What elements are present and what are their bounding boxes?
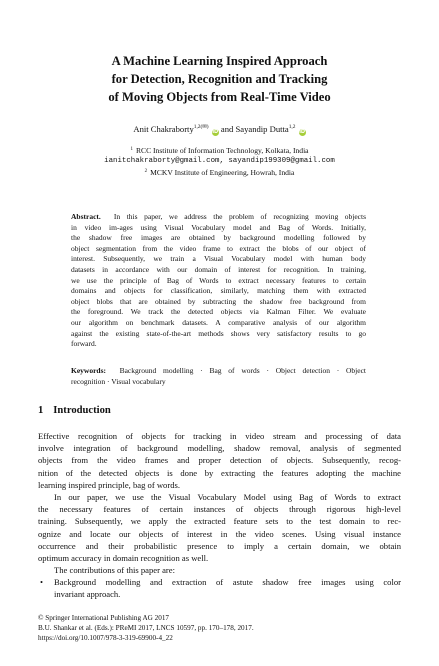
- affiliation-text: RCC Institute of Information Technology, Kolkata, India: [135, 146, 309, 155]
- title-line: for Detection, Recognition and Tracking: [111, 72, 328, 86]
- body-line: In our paper, we use the Visual Vocabulary Model using Bag of Words to extract: [54, 491, 401, 502]
- body-line: ognize and locate our objects of interest in the video scenes. Using visual instance: [38, 528, 401, 539]
- bullet-icon: •: [40, 577, 44, 587]
- copyright-line: © Springer International Publishing AG 2017: [38, 614, 170, 622]
- author-affiliation-marker: 1,2(✉): [193, 124, 209, 130]
- body-line: objects from the video frames and proper detection of objects. Subsequently, recog-: [38, 455, 401, 466]
- body-line: Effective recognition of objects for tracking in video stream and processing of data: [38, 431, 401, 441]
- bullet-line: invariant approach.: [54, 589, 121, 600]
- body-line: training. Subsequently, we apply the extracted feature sets to the test domain to rec-: [38, 516, 401, 527]
- author-emails[interactable]: ianitchakraborty@gmail.com, sayandip199309@gmail.com: [104, 157, 335, 165]
- abstract-line: Abstract. In this paper, we address the problem of recognizing moving objects: [71, 212, 366, 221]
- author-name: Sayandip Dutta: [235, 124, 289, 134]
- orcid-icon[interactable]: iD: [299, 129, 306, 135]
- author-list: [30, 124, 409, 136]
- contribution-bullet: [38, 576, 401, 600]
- abstract-line: in video im-ages using Visual Vocabulary model and Bag of Words. Initially,: [71, 222, 366, 232]
- keywords: [71, 366, 366, 387]
- affiliation-number: 1: [130, 147, 133, 152]
- author-name: Anit Chakraborty: [133, 124, 194, 134]
- affiliation-number: 2: [144, 169, 148, 174]
- body-line: involve integration of background modelling, shadow removal, analysis of segmented: [38, 443, 401, 454]
- abstract-line: datasets in accordance with our domain of interest for recognition. In training,: [71, 264, 366, 274]
- body-line: nition of the detected objects is done by extracting the features adopting the machine: [38, 467, 401, 478]
- section-title: Introduction: [53, 405, 111, 416]
- citation-line: B.U. Shankar et al. (Eds.): PReMI 2017, LNCS 10597, pp. 170–178, 2017.: [38, 623, 254, 632]
- abstract-line: the foreground. We track the detected objects via Kalman Filter. We evaluate: [71, 307, 366, 317]
- section-number: 1: [38, 405, 44, 416]
- paper-title: [30, 52, 409, 106]
- abstract-line: our algorithm on benchmark datasets. A comparative analysis of our algorithm: [71, 317, 366, 327]
- title-line: of Moving Objects from Real-Time Video: [108, 90, 331, 104]
- abstract-label: Abstract.: [71, 212, 101, 221]
- abstract: [71, 212, 366, 350]
- body-line: occurrence and their probabilistic presence to imply a certain domain, we obtain: [38, 540, 401, 551]
- affiliation-2: [30, 168, 409, 177]
- abstract-line: forward.: [71, 339, 97, 349]
- keywords-line: recognition · Visual vocabulary: [71, 376, 166, 386]
- affiliation-1: [30, 146, 409, 155]
- abstract-line: domains and objects for classification, similarly, matching them with extracted: [71, 286, 366, 296]
- publication-footer: [38, 614, 254, 643]
- orcid-icon[interactable]: iD: [212, 129, 219, 135]
- abstract-line: we use the principle of Bag of Words to extract necessary features to certain: [71, 275, 366, 285]
- keywords-line: Keywords: Background modelling · Bag of words · Object detection · Object: [71, 366, 367, 375]
- body-line: the necessary features of certain instances of objects through rigorous high-level: [38, 504, 401, 515]
- author-connector: and: [220, 124, 234, 134]
- bullet-line: Background modelling and extraction of astute shadow free images using color: [54, 577, 401, 587]
- affiliation-text: MCKV Institute of Engineering, Howrah, India: [150, 168, 295, 177]
- abstract-line: interest. Subsequently, we train a Visual Vocabulary model with human body: [71, 254, 366, 264]
- abstract-line: object segmentation from the video frame to extract the blobs of our object of: [71, 243, 366, 253]
- author-affiliation-marker: 1,2: [288, 124, 296, 130]
- abstract-line: object blobs that are obtained by subtracting the shadow free background from: [71, 296, 366, 306]
- abstract-line: the shadow free images are obtained by background modelling followed by: [71, 233, 366, 243]
- body-line: learning inspired principle, bag of words.: [38, 479, 180, 490]
- abstract-line: against the existing state-of-the-art methods shows very satisfactory results to go: [71, 328, 366, 338]
- keywords-label: Keywords:: [71, 366, 106, 375]
- doi-link[interactable]: https://doi.org/10.1007/978-3-319-69900-4_22: [38, 633, 173, 642]
- body-text: [38, 430, 401, 576]
- section-heading: [38, 405, 111, 416]
- title-line: A Machine Learning Inspired Approach: [111, 54, 328, 68]
- body-line: optimum accuracy in domain recognition as well.: [38, 552, 209, 563]
- body-line: The contributions of this paper are:: [54, 565, 175, 576]
